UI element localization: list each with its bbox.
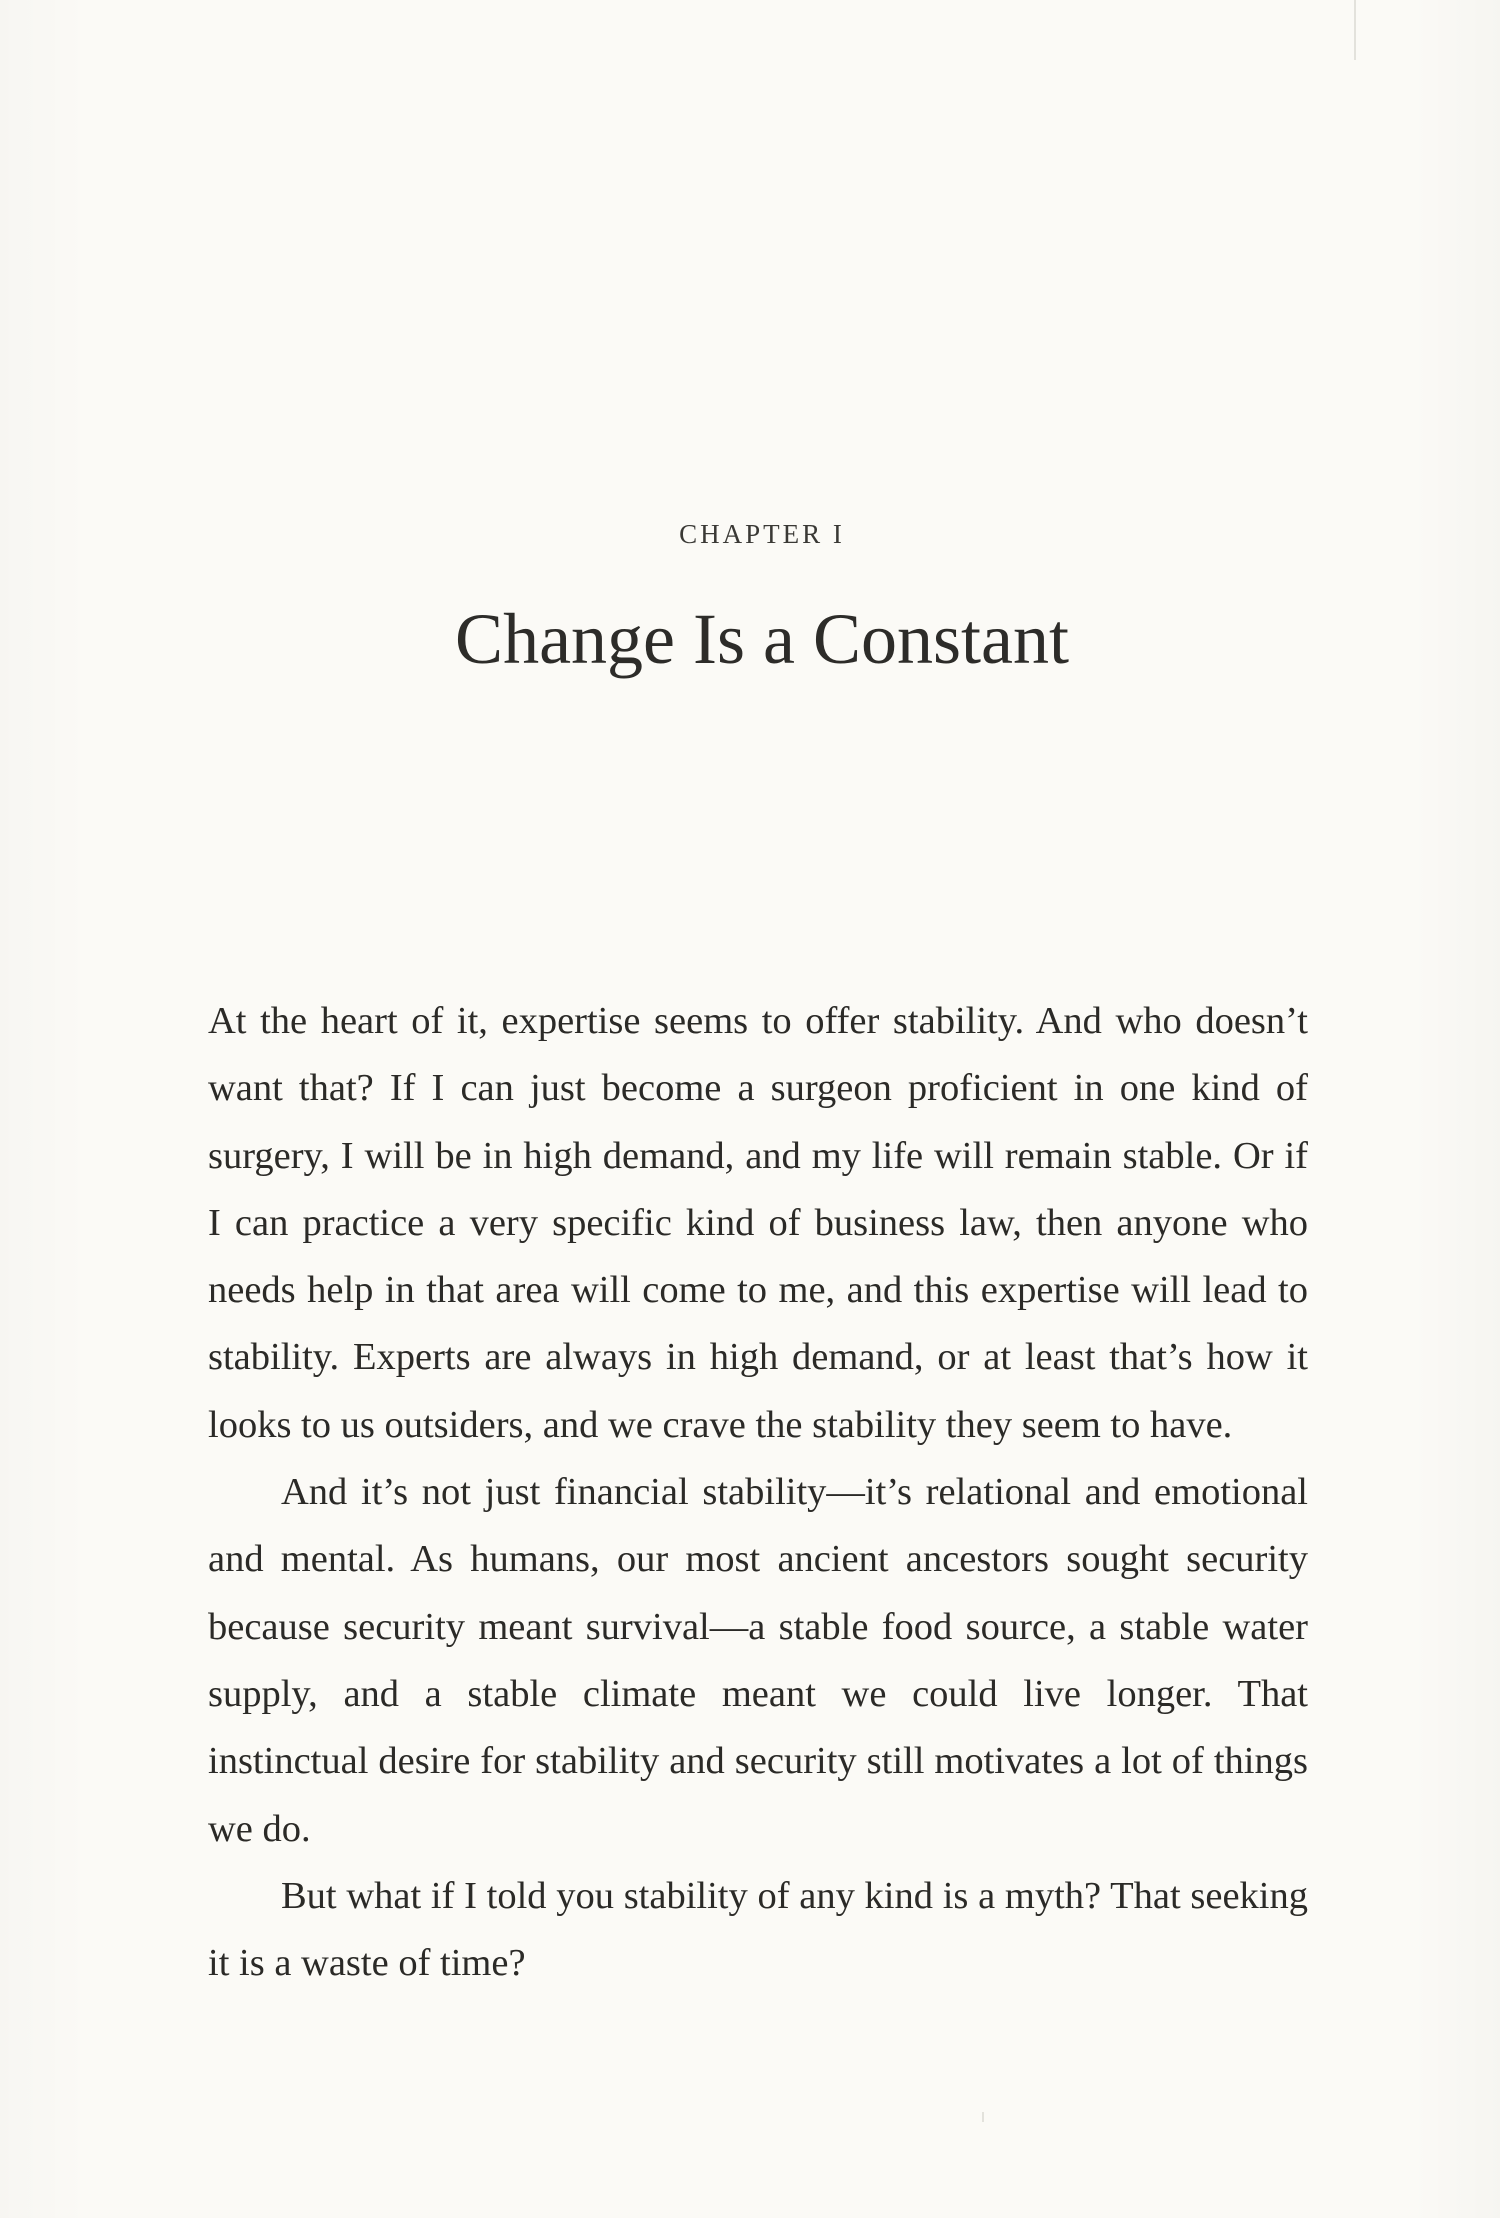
- scan-artifact-line: [1354, 0, 1356, 60]
- paragraph-2: And it’s not just financial stability—it’s relational and emotional and mental. As humans, our most ancient ancestors sought security because security meant survival—a stable food source, a stable water supply, and a stable climate meant we could live longer. That instinctual desire for stability and security still motivates a lot of things we do.: [208, 1471, 1308, 1850]
- chapter-title: Change Is a Constant: [455, 599, 1069, 679]
- scan-artifact-dot: [982, 2112, 984, 2122]
- paragraph-1: At the heart of it, expertise seems to offer stability. And who doesn’t want that? If I can just become a surgeon proficient in one kind of surgery, I will be in high demand, and my life will remain stable. Or if I can practice a very specific kind of business law, then anyone who needs help in that area will come to me, and this expertise will lead to stability. Experts are always in high demand, or at least that’s how it looks to us outsiders, and we crave the stability they seem to have.: [208, 1000, 1308, 1446]
- chapter-number: CHAPTER I: [679, 519, 845, 549]
- chapter-body: [208, 988, 1308, 1997]
- paragraph-3: But what if I told you stability of any kind is a myth? That seeking it is a waste of time?: [208, 1874, 1308, 1985]
